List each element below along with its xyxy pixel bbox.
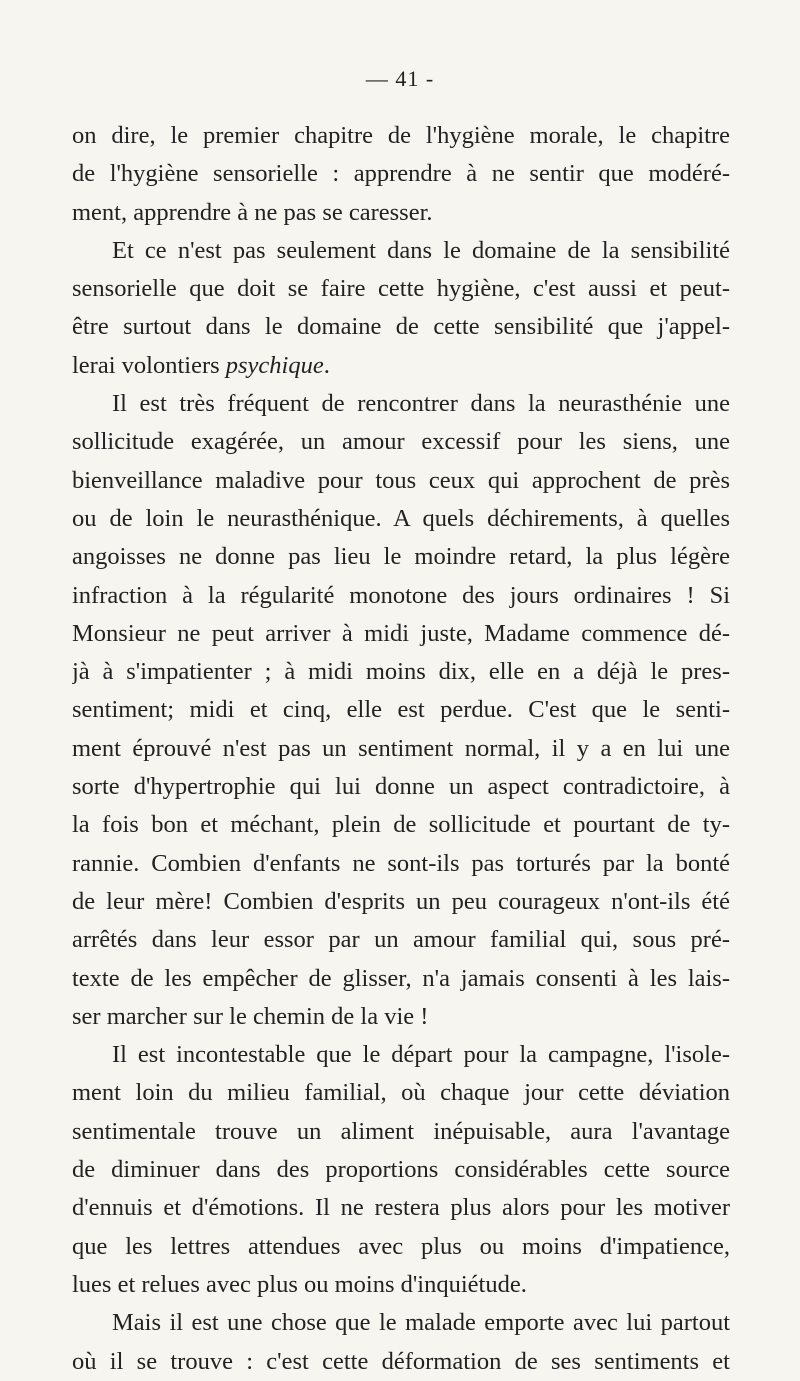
- text-line: angoisses ne donne pas lieu le moindre retard, la plus légère: [72, 543, 730, 571]
- text-line: ment, apprendre à ne pas se caresser.: [72, 198, 433, 226]
- text-line: rannie. Combien d'enfants ne sont-ils pas torturés par la bonté: [72, 849, 730, 877]
- page-number: — 41 -: [365, 66, 435, 91]
- text-line: d'ennuis et d'émotions. Il ne restera plus alors pour les motiver: [72, 1194, 730, 1222]
- text-line: sorte d'hypertrophie qui lui donne un aspect contradictoire, à: [72, 773, 730, 801]
- text-line: infraction à la régularité monotone des jours ordinaires ! Si: [72, 581, 730, 609]
- text-line: de leur mère! Combien d'esprits un peu courageux n'ont-ils été: [72, 887, 730, 915]
- text-line: la fois bon et méchant, plein de sollicitude et pourtant de ty-: [72, 811, 730, 839]
- text-line: sensorielle que doit se faire cette hygiène, c'est aussi et peut-: [72, 275, 730, 303]
- text-line: être surtout dans le domaine de cette sensibilité que j'appel-: [72, 313, 730, 341]
- text-line: de l'hygiène sensorielle : apprendre à ne sentir que modéré-: [72, 160, 730, 188]
- text-line: lues et relues avec plus ou moins d'inquiétude.: [72, 1270, 527, 1298]
- text-line: ment éprouvé n'est pas un sentiment normal, il y a en lui une: [72, 734, 730, 762]
- text-line: Monsieur ne peut arriver à midi juste, Madame commence dé-: [72, 619, 730, 647]
- italic-term: psychique: [225, 351, 324, 379]
- body-text: [72, 117, 730, 1381]
- text-line: sentiment; midi et cinq, elle est perdue. C'est que le senti-: [72, 696, 730, 724]
- text-line: où il se trouve : c'est cette déformation de ses sentiments et: [72, 1347, 730, 1375]
- text-line: ser marcher sur le chemin de la vie !: [72, 1002, 429, 1030]
- text-line: arrêtés dans leur essor par un amour familial qui, sous pré-: [72, 926, 730, 954]
- text-line: Il est très fréquent de rencontrer dans la neurasthénie une: [112, 390, 730, 418]
- text-line: Et ce n'est pas seulement dans le domaine de la sensibilité: [112, 236, 730, 264]
- text-line: bienveillance maladive pour tous ceux qui approchent de près: [72, 466, 730, 494]
- text-fragment: lerai volontiers: [72, 351, 226, 379]
- text-line: que les lettres attendues avec plus ou moins d'impatience,: [72, 1232, 730, 1260]
- text-line: [72, 347, 730, 385]
- text-line: sollicitude exagérée, un amour excessif pour les siens, une: [72, 428, 730, 456]
- text-line: Il est incontestable que le départ pour la campagne, l'isole-: [112, 1041, 730, 1069]
- text-line: de diminuer dans des proportions considérables cette source: [72, 1156, 730, 1184]
- text-line: ment loin du milieu familial, où chaque jour cette déviation: [72, 1079, 730, 1107]
- text-line: texte de les empêcher de glisser, n'a jamais consenti à les lais-: [72, 964, 730, 992]
- text-line: ou de loin le neurasthénique. A quels déchirements, à quelles: [72, 504, 730, 532]
- text-line: jà à s'impatienter ; à midi moins dix, elle en a déjà le pres-: [72, 658, 730, 686]
- text-line: Mais il est une chose que le malade emporte avec lui partout: [112, 1309, 730, 1337]
- text-line: sentimentale trouve un aliment inépuisable, aura l'avantage: [72, 1117, 730, 1145]
- text-fragment: .: [323, 351, 330, 379]
- text-line: on dire, le premier chapitre de l'hygiène morale, le chapitre: [72, 122, 730, 149]
